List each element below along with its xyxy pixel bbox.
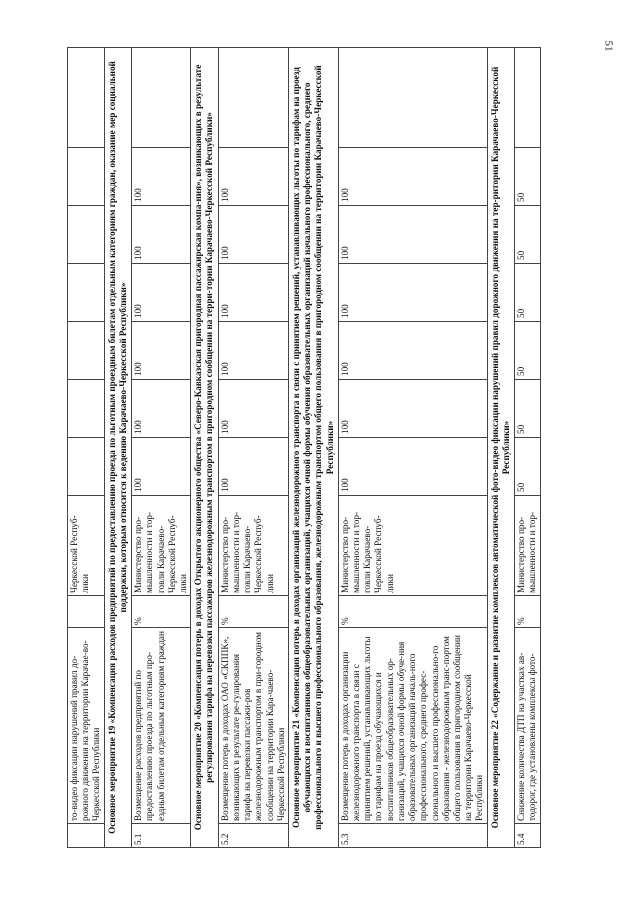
- value-cell: 100: [218, 380, 288, 438]
- value-cell: 50: [515, 148, 540, 206]
- value-cell: 100: [218, 264, 288, 322]
- value-cell: 100: [218, 148, 288, 206]
- value-cell: 50: [515, 438, 540, 496]
- row-number: 5.2: [218, 824, 288, 848]
- value-cell: 100: [132, 380, 191, 438]
- value-cell: 100: [132, 322, 191, 380]
- section-row: [288, 48, 338, 848]
- section-title: Основное мероприятие 20 «Компенсация потерь в доходах Открытого акционерного общества «Северо-Кавказская пригородная пассажирская компа-ния», возникающих в результате регулирования тарифа на перевозки пассажиров железнодорожным транспортом в пригородном сообщении на терри-тории Карачаево-Черкесской Республики»: [191, 48, 218, 848]
- executor-cell: Министерство про-мышленности и тор-говли Карачаево-Черкесской Респуб-лики: [132, 496, 191, 596]
- executor-cell: Министерство про-мышленности и тор-говли Карачаево-Черкесской Респуб-лики: [218, 496, 288, 596]
- value-cell: 100: [132, 438, 191, 496]
- indicator-cell: Возмещение потерь в доходах ОАО «СКППК», возникающих в результате ре-гулирования тарифа на перевозки пассажи-ров железнодорожным транспортом в при-городном сообщении на территории Кара-чаево-Черкесской Республики: [218, 628, 288, 824]
- value-cell: 100: [132, 264, 191, 322]
- row-number: 5.4: [515, 824, 540, 848]
- indicator-cell: Возмещение потерь в доходах организации железнодорожного транспорта в связи с принятием решений, устанавливающих льготы по тарифам на проезд обучающихся и воспитанников общеобразовательных ор-ганизаций, учащихся очной формы обуче-ния образовательных организаций началь-ного профессионального, среднего профес-сионального и высшего профессионально-го образования - железнодорожным транс-портом общего пользования в пригородном сообщении на территории Карачаево-Черкесской Республики: [338, 628, 487, 824]
- indicator-cell: то-видео фиксации нарушений правил до-рожного движения на территории Карачае-во-Черкесской Республики: [68, 628, 105, 824]
- row-number: 5.3: [338, 824, 487, 848]
- value-cell: 100: [132, 206, 191, 264]
- section-row: [191, 48, 218, 848]
- rotated-table-page: [67, 48, 597, 848]
- value-cell: 100: [338, 438, 487, 496]
- indicators-table: [67, 47, 541, 848]
- unit-cell: %: [338, 596, 487, 628]
- indicator-cell: Возмещение расходов предприятий по предоставлению проезда по льготным про-ездным билетам отдельным категориям граждан: [132, 628, 191, 824]
- page-number: 51: [602, 40, 615, 52]
- value-cell: 100: [338, 148, 487, 206]
- section-row: [487, 48, 514, 848]
- table-row: [218, 48, 288, 848]
- value-cell: 100: [338, 206, 487, 264]
- table-row: [68, 48, 105, 848]
- value-cell: 100: [338, 264, 487, 322]
- value-cell: 50: [515, 264, 540, 322]
- executor-cell: Министерство про-мышленности и тор-: [515, 496, 540, 596]
- unit-cell: %: [132, 596, 191, 628]
- table-row: [515, 48, 540, 848]
- section-title: Основное мероприятие 22 «Содержание и развитие комплексов автоматической фото-видео фиксации нарушений правил дорожного движения на тер-ритории Карачаево-Черкесской Республики»: [487, 48, 514, 848]
- value-cell: 100: [218, 322, 288, 380]
- value-cell: 50: [515, 380, 540, 438]
- value-cell: 100: [338, 380, 487, 438]
- executor-cell: Черкесской Респуб-лики: [68, 496, 105, 596]
- executor-cell: Министерство про-мышленности и тор-говли Карачаево-Черкесской Респуб-лики: [338, 496, 487, 596]
- unit-cell: %: [515, 596, 540, 628]
- value-cell: 100: [218, 438, 288, 496]
- unit-cell: %: [218, 596, 288, 628]
- section-row: [104, 48, 131, 848]
- value-cell: 50: [515, 322, 540, 380]
- indicator-cell: Снижение количества ДТП на участках ав-тодорог, где установлены комплексы фото-: [515, 628, 540, 824]
- section-title: Основное мероприятие 19 «Компенсация расходов предприятий по предоставлению проезда по льготным проездным билетам отдельным категориям граждан, оказание мер социальной поддержки, которым относится к ведению Карачаево-Черкесской Республики»: [104, 48, 131, 848]
- value-cell: 100: [338, 322, 487, 380]
- value-cell: 100: [218, 206, 288, 264]
- value-cell: 50: [515, 206, 540, 264]
- value-cell: 100: [132, 148, 191, 206]
- table-row: [338, 48, 487, 848]
- row-number: 5.1: [132, 824, 191, 848]
- table-row: [132, 48, 191, 848]
- section-title: Основное мероприятие 21 «Компенсация потерь в доходах организаций железнодорожного транспорта в связи с принятием решений, устанавливающих льготы по тарифам на проезд обучающихся и воспитанников общеобразовательных организаций, учащихся очной формы обучения образовательных организаций начального профессионального, среднего профессионального и высшего профессионального образования, железнодорожным транспортом общего пользования в пригородном сообщении на территории Карачаево-Черкесской Республики»: [288, 48, 338, 848]
